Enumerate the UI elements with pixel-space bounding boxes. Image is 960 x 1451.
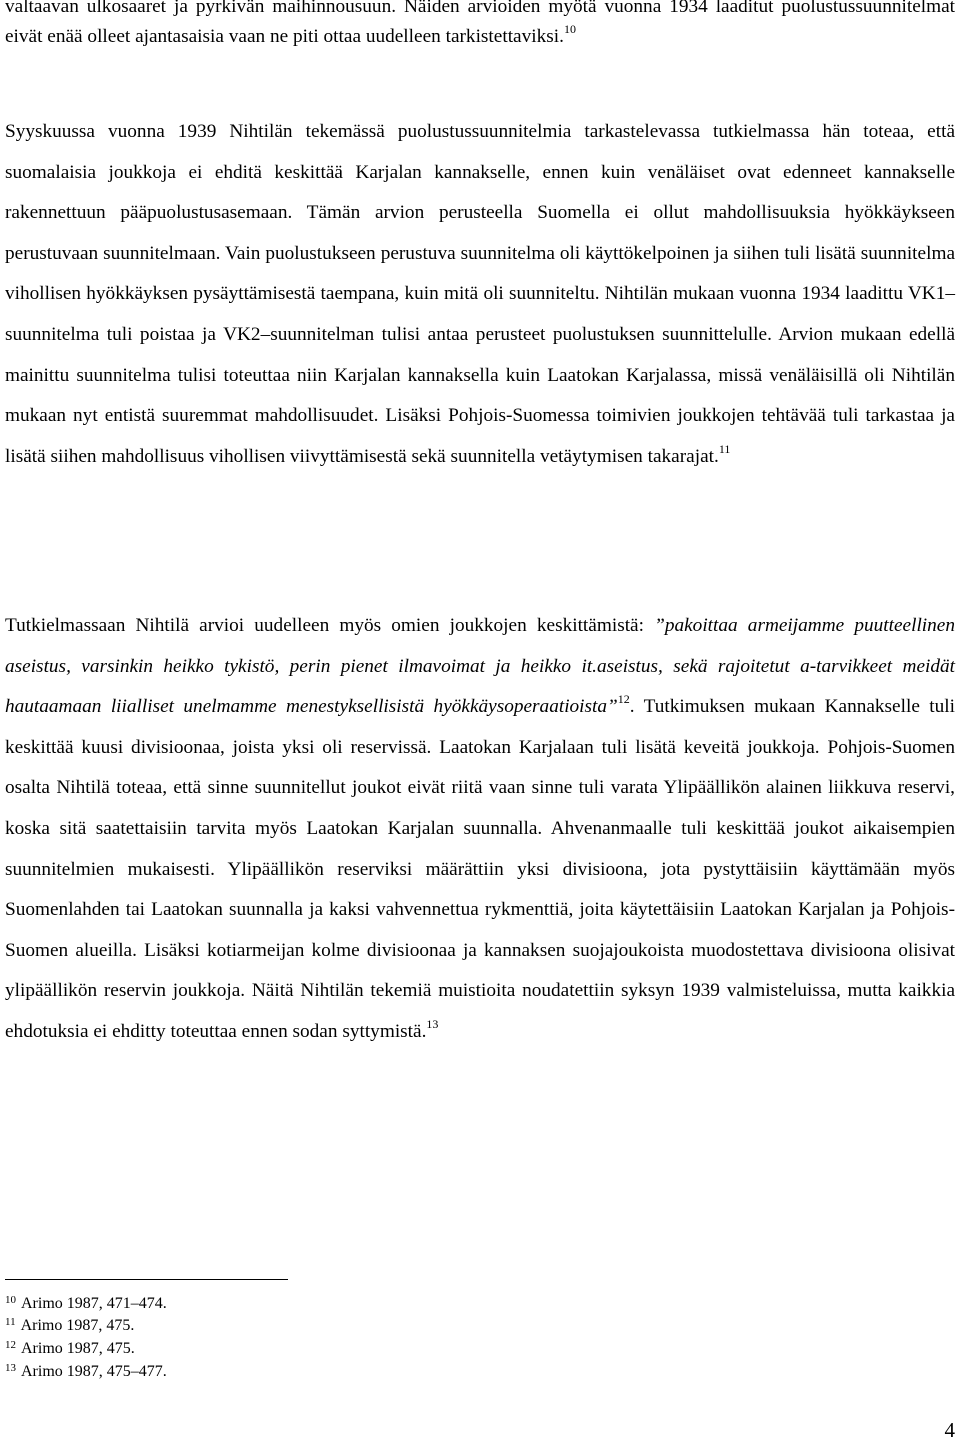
paragraph-text: Tutkielmassaan Nihtilä arvioi uudelleen myös omien joukkojen keskittämistä:: [5, 615, 655, 636]
paragraph-line: puolustussuunnitelmat eivät enää olleet ajantasaisia vaan ne piti ottaa uudelleen tarkistettaviksi.: [5, 0, 956, 47]
footnote-reference[interactable]: 10: [563, 22, 576, 36]
paragraph-troop-concentration: [5, 606, 955, 1053]
footnote-text: Arimo 1987, 475–477.: [21, 1363, 167, 1380]
footnote: [5, 1315, 134, 1337]
footnote-number: 10: [5, 1294, 16, 1306]
footnote: [5, 1293, 167, 1315]
footnote-text: Arimo 1987, 475.: [20, 1317, 135, 1334]
footnote-text: Arimo 1987, 475.: [21, 1340, 135, 1357]
italic-quote: ”pakoittaa armeijamme puutteellinen aseistus, varsinkin heikko tykistö, perin pienet ilmavoimat ja heikko it.aseistus, sekä rajoitetut a-tarvikkeet meidät hautaamaan liialliset unelmamme menestyksellisistä hyökkäysoperaatioista”: [5, 615, 955, 718]
footnote-text: Arimo 1987, 471–474.: [21, 1295, 167, 1312]
footnote-separator: [5, 1279, 288, 1280]
footnote-reference[interactable]: 13: [426, 1016, 439, 1031]
footnote: [5, 1361, 167, 1383]
footnote-number: 12: [5, 1339, 16, 1351]
paragraph-text: . Tutkimuksen mukaan Kannakselle tuli keskittää kuusi divisioonaa, joista yksi oli reservissä. Laatokan Karjalaan tuli lisätä keveitä joukkoja. Pohjois-Suomen osalta Nihtilä toteaa, että sinne suunnitellut joukot eivät riitä vaan sinne tuli varata Ylipäällikön alainen liikkuva reservi, koska sitä saatettaisiin tarvita myös Laatokan Karjalan suunnalla. Ahvenanmaalle tuli keskittää joukot aikaisempien suunnitelmien mukaisesti. Ylipäällikön reserviksi määrättiin yksi divisioona, jota pystyttäisiin käyttämään myös Suomenlahden tai Laatokan suunnalla ja kaksi vahvennettua rykmenttiä, joita käytettäisiin Laatokan Karjalan ja Pohjois-Suomen alueilla. Lisäksi kotiarmeijan kolme divisioonaa ja kannaksen suojajoukoista muodostettava divisioona olisivat ylipäällikön reservin joukkoja. Näitä Nihtilän tekemiä muistioita noudatettiin syksyn 1939 valmisteluissa, mutta kaikkia ehdotuksia ei ehditty toteuttaa ennen sodan syttymistä.: [5, 696, 955, 1042]
footnote-reference[interactable]: 12: [617, 692, 630, 707]
footnote-reference[interactable]: 11: [718, 441, 731, 456]
paragraph-text: Syyskuussa vuonna 1939 Nihtilän tekemässä puolustussuunnitelmia tarkastelevassa tutkielmassa hän toteaa, että suomalaisia joukkoja ei ehditä keskittää Karjalan kannakselle, ennen kuin venäläiset ovat edenneet kannakselle rakennettuun pääpuolustusasemaan. Tämän arvion perusteella Suomella ei ollut mahdollisuuksia hyökkäykseen perustuvaan suunnitelmaan. Vain puolustukseen perustuva suunnitelma oli käyttökelpoinen ja siihen tuli lisätä suunnitelma vihollisen hyökkäyksen pysäyttämisestä taempana, kuin mitä oli suunniteltu. Nihtilän mukaan vuonna 1934 laadittu VK1– suunnitelma tuli poistaa ja VK2–suunnitelman tulisi antaa perusteet puolustuksen suunnittelulle. Arvion mukaan edellä mainittu suunnitelma tulisi toteuttaa niin Karjalan kannaksella kuin Laatokan Karjalassa, missä venäläisillä oli Nihtilän mukaan nyt entistä suuremmat mahdollisuudet. Lisäksi Pohjois-Suomessa toimivien joukkojen tehtävää tuli tarkastaa ja lisätä siihen mahdollisuus vihollisen viivyttämisestä sekä suunnitella vetäytymisen takarajat.: [5, 121, 955, 467]
paragraph-line: valtaavan ulkosaaret ja pyrkivän maihinnousuun. Näiden arvioiden myötä vuonna 1934 laaditut: [5, 0, 774, 17]
footnote-number: 11: [5, 1316, 16, 1328]
paragraph-defense-plan-study: [5, 112, 955, 477]
footnote-number: 13: [5, 1362, 16, 1374]
footnote: [5, 1338, 135, 1360]
page-number: 4: [944, 1418, 955, 1442]
paragraph-continuation: [5, 0, 955, 52]
